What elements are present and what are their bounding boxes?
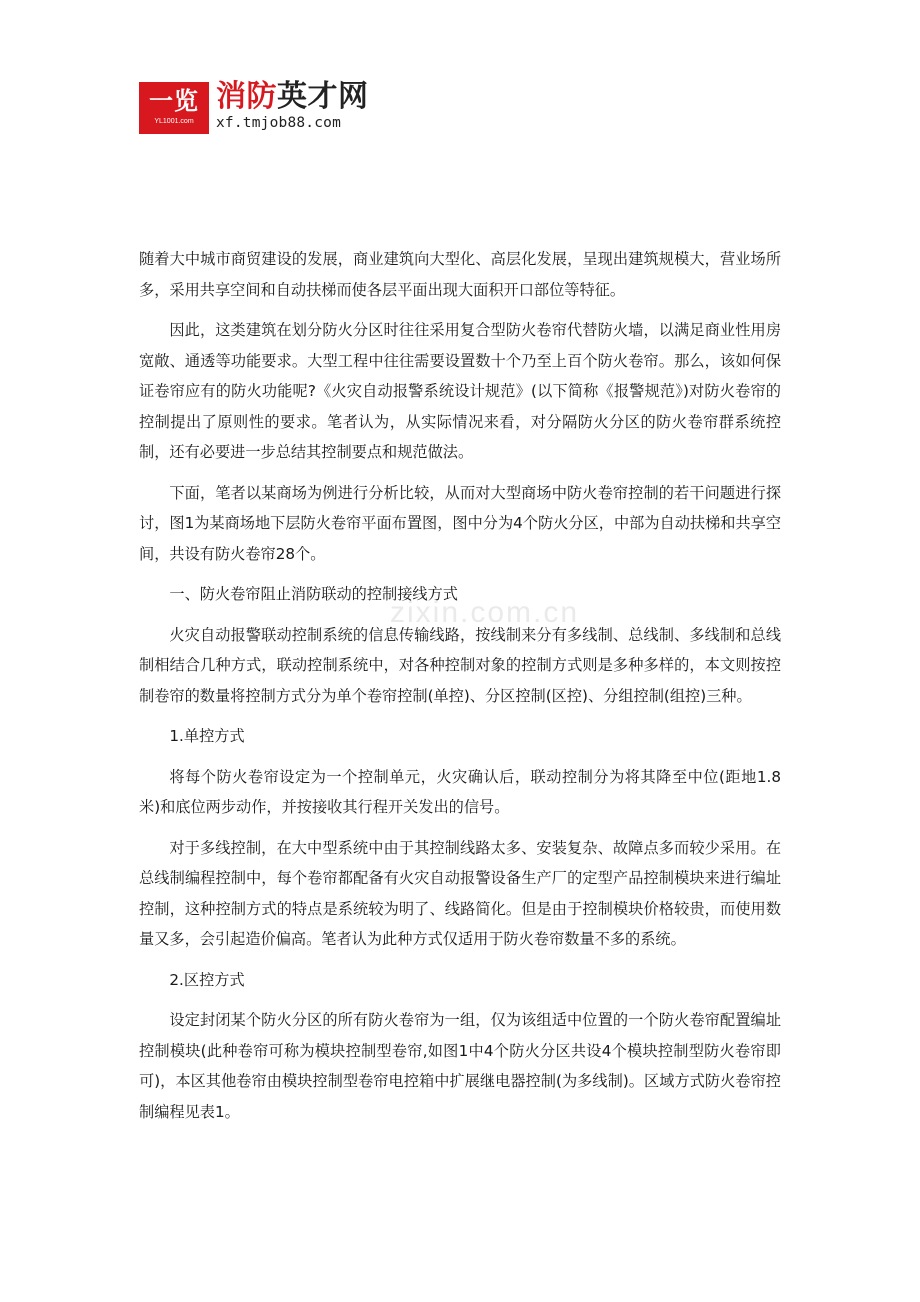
logo-title bbox=[216, 79, 369, 114]
logo-url: xf.tmjob88.com bbox=[216, 115, 342, 131]
logo-badge-domain: YL1001.com bbox=[154, 118, 194, 125]
paragraph-1: 随着大中城市商贸建设的发展，商业建筑向大型化、高层化发展，呈现出建筑规模大，营业场所多，采用共享空间和自动扶梯而使各层平面出现大面积开口部位等特征。 bbox=[139, 250, 781, 299]
logo-badge bbox=[139, 82, 209, 134]
site-logo[interactable] bbox=[139, 79, 369, 136]
section-heading-1: 一、防火卷帘阻止消防联动的控制接线方式 bbox=[169, 585, 458, 603]
logo-title-red: 消防 bbox=[216, 79, 277, 114]
paragraph-7: 设定封闭某个防火分区的所有防火卷帘为一组，仅为该组适中位置的一个防火卷帘配置编址控制模块(此种卷帘可称为模块控制型卷帘,如图1中4个防火分区共设4个模块控制型防火卷帘即可)，本区其他卷帘由模块控制型卷帘电控箱中扩展继电器控制(为多线制)。区域方式防火卷帘控制编程见表1。 bbox=[139, 1011, 781, 1121]
logo-badge-text: 一览 bbox=[149, 87, 199, 115]
paragraph-4: 火灾自动报警联动控制系统的信息传输线路，按线制来分有多线制、总线制、多线制和总线制相结合几种方式，联动控制系统中，对各种控制对象的控制方式则是多种多样的，本文则按控制卷帘的数量将控制方式分为单个卷帘控制(单控)、分区控制(区控)、分组控制(组控)三种。 bbox=[139, 625, 781, 705]
subsection-heading-2: 2.区控方式 bbox=[169, 970, 245, 989]
paragraph-5: 将每个防火卷帘设定为一个控制单元，火灾确认后，联动控制分为将其降至中位(距地1.8米)和底位两步动作，并按接收其行程开关发出的信号。 bbox=[139, 767, 781, 816]
paragraph-3: 下面，笔者以某商场为例进行分析比较，从而对大型商场中防火卷帘控制的若干问题进行探讨，图1为某商场地下层防火卷帘平面布置图，图中分为4个防火分区，中部为自动扶梯和共享空间，共设有防火卷帘28个。 bbox=[139, 483, 782, 563]
subsection-heading-1: 1.单控方式 bbox=[169, 727, 245, 745]
paragraph-6: 对于多线控制，在大中型系统中由于其控制线路太多、安装复杂、故障点多而较少采用。在总线制编程控制中，每个卷帘都配备有火灾自动报警设备生产厂的定型产品控制模块来进行编址控制，这种控制方式的特点是系统较为明了、线路简化。但是由于控制模块价格较贵，而使用数量又多，会引起造价偏高。笔者认为此种方式仅适用于防火卷帘数量不多的系统。 bbox=[139, 838, 781, 948]
logo-text bbox=[216, 79, 369, 133]
watermark: zixin.com.cn bbox=[390, 596, 580, 629]
paragraph-2: 因此，这类建筑在划分防火分区时往往采用复合型防火卷帘代替防火墙，以满足商业性用房宽敞、通透等功能要求。大型工程中往往需要设置数十个乃至上百个防火卷帘。那么，该如何保证卷帘应有的防火功能呢?《火灾自动报警系统设计规范》(以下简称《报警规范》)对防火卷帘的控制提出了原则性的要求。笔者认为，从实际情况来看，对分隔防火分区的防火卷帘群系统控制，还有必要进一步总结其控制要点和规范做法。 bbox=[139, 321, 781, 461]
logo-title-dark: 英才网 bbox=[277, 79, 369, 114]
article-body bbox=[139, 244, 781, 1127]
